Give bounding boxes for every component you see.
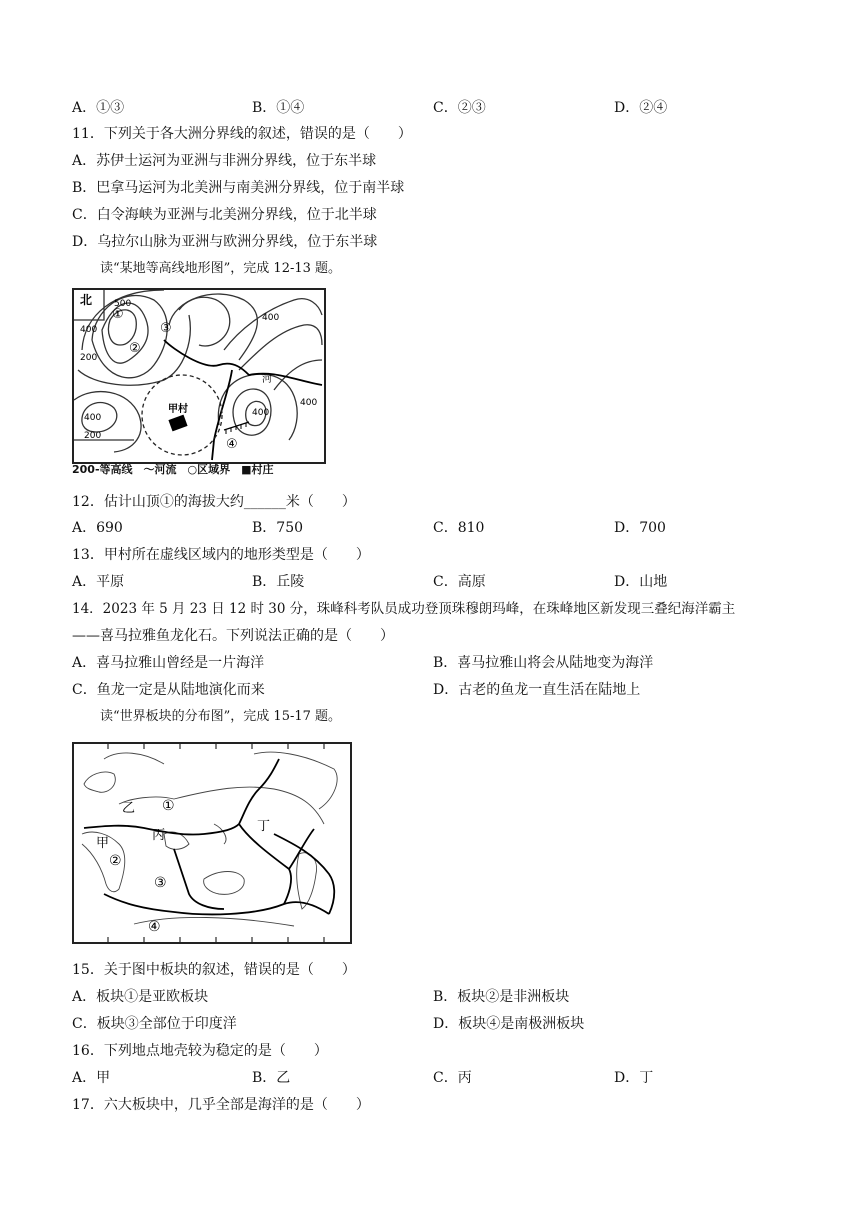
q11-option-c: C．白令海峡为亚洲与北美洲分界线，位于北半球 <box>72 207 377 223</box>
q14-option-a: A．喜马拉雅山曾经是一片海洋 <box>72 655 265 671</box>
contour-200-label-b: 200 <box>84 431 102 441</box>
plate-2-label: ② <box>109 853 122 869</box>
q14-option-c: C．鱼龙一定是从陆地演化而来 <box>72 682 265 698</box>
plate-map <box>74 744 350 942</box>
point-3-label: ③ <box>160 321 172 336</box>
contour-400-label-b: 400 <box>84 413 102 423</box>
contour-500-label: 500 <box>114 299 132 309</box>
q11-stem: 11．下列关于各大洲分界线的叙述，错误的是（ ） <box>72 126 412 142</box>
intro-contour-map: 读“某地等高线地形图”，完成 12-13 题。 <box>100 261 342 276</box>
q14-stem-line1: 14．2023 年 5 月 23 日 12 时 30 分，珠峰科考队员成功登顶珠穆朗玛峰，在珠峰地区新发现三叠纪海洋霸主 <box>72 601 736 617</box>
point-yi-label: 乙 <box>122 801 136 816</box>
q12-stem: 12．估计山顶①的海拔大约______米（ ） <box>72 494 356 510</box>
q16-option-c: C．丙 <box>433 1070 472 1086</box>
q10-option-c: C．②③ <box>433 100 486 116</box>
q15-option-b: B．板块②是非洲板块 <box>433 989 570 1005</box>
q15-stem: 15．关于图中板块的叙述，错误的是（ ） <box>72 962 356 978</box>
q14-option-d: D．古老的鱼龙一直生活在陆地上 <box>433 682 641 698</box>
q16-option-b: B．乙 <box>252 1070 291 1086</box>
intro-plate-map: 读“世界板块的分布图”，完成 15-17 题。 <box>100 709 342 724</box>
q12-option-d: D．700 <box>614 520 666 536</box>
q10-option-d: D．②④ <box>614 100 668 116</box>
q14-option-b: B．喜马拉雅山将会从陆地变为海洋 <box>433 655 654 671</box>
q17-stem: 17．六大板块中，几乎全部是海洋的是（ ） <box>72 1097 370 1113</box>
q16-option-a: A．甲 <box>72 1070 111 1086</box>
point-ding-label: 丁 <box>257 819 271 834</box>
q13-option-b: B．丘陵 <box>252 574 305 590</box>
village-label: 甲村 <box>168 404 188 415</box>
q16-option-d: D．丁 <box>614 1070 654 1086</box>
contour-map <box>74 290 324 462</box>
north-label: 北 <box>80 293 93 307</box>
contour-400-label-a: 400 <box>80 325 98 335</box>
q13-option-a: A．平原 <box>72 574 125 590</box>
river-label: 河 <box>262 374 272 385</box>
contour-400-label-c: 400 <box>252 408 270 418</box>
q12-option-b: B．750 <box>252 520 304 536</box>
q12-option-a: A．690 <box>72 520 123 536</box>
point-jia-label: 甲 <box>96 836 110 851</box>
q13-option-c: C．高原 <box>433 574 486 590</box>
q11-option-b: B．巴拿马运河为北美洲与南美洲分界线，位于南半球 <box>72 180 405 196</box>
point-4-label: ④ <box>226 437 238 452</box>
q10-option-b: B．①④ <box>252 100 305 116</box>
plate-4-label: ④ <box>148 919 161 935</box>
contour-400-label-d: 400 <box>262 313 280 323</box>
plate-1-label: ① <box>162 798 175 814</box>
plate-3-label: ③ <box>154 875 167 891</box>
q12-option-c: C．810 <box>433 520 485 536</box>
q14-stem-line2: ——喜马拉雅鱼龙化石。下列说法正确的是（ ） <box>72 628 394 644</box>
q11-option-d: D．乌拉尔山脉为亚洲与欧洲分界线，位于东半球 <box>72 234 378 250</box>
q16-stem: 16．下列地点地壳较为稳定的是（ ） <box>72 1043 328 1059</box>
q15-option-c: C．板块③全部位于印度洋 <box>72 1016 237 1032</box>
contour-map-figure <box>72 288 326 464</box>
plate-map-figure <box>72 742 352 944</box>
point-bing-label: 丙 <box>152 828 166 843</box>
q15-option-d: D．板块④是南极洲板块 <box>433 1016 585 1032</box>
contour-map-legend: 200-等高线 ～河流 ○区域界 ■村庄 <box>72 463 274 476</box>
contour-400-label-e: 400 <box>300 398 318 408</box>
summit-1-label: ① <box>112 307 124 322</box>
q11-option-a: A．苏伊士运河为亚洲与非洲分界线，位于东半球 <box>72 153 377 169</box>
q15-option-a: A．板块①是亚欧板块 <box>72 989 209 1005</box>
point-2-label: ② <box>129 341 141 356</box>
contour-200-label-a: 200 <box>80 353 98 363</box>
q13-stem: 13．甲村所在虚线区域内的地形类型是（ ） <box>72 547 370 563</box>
q13-option-d: D．山地 <box>614 574 668 590</box>
q10-option-a: A．①③ <box>72 100 125 116</box>
